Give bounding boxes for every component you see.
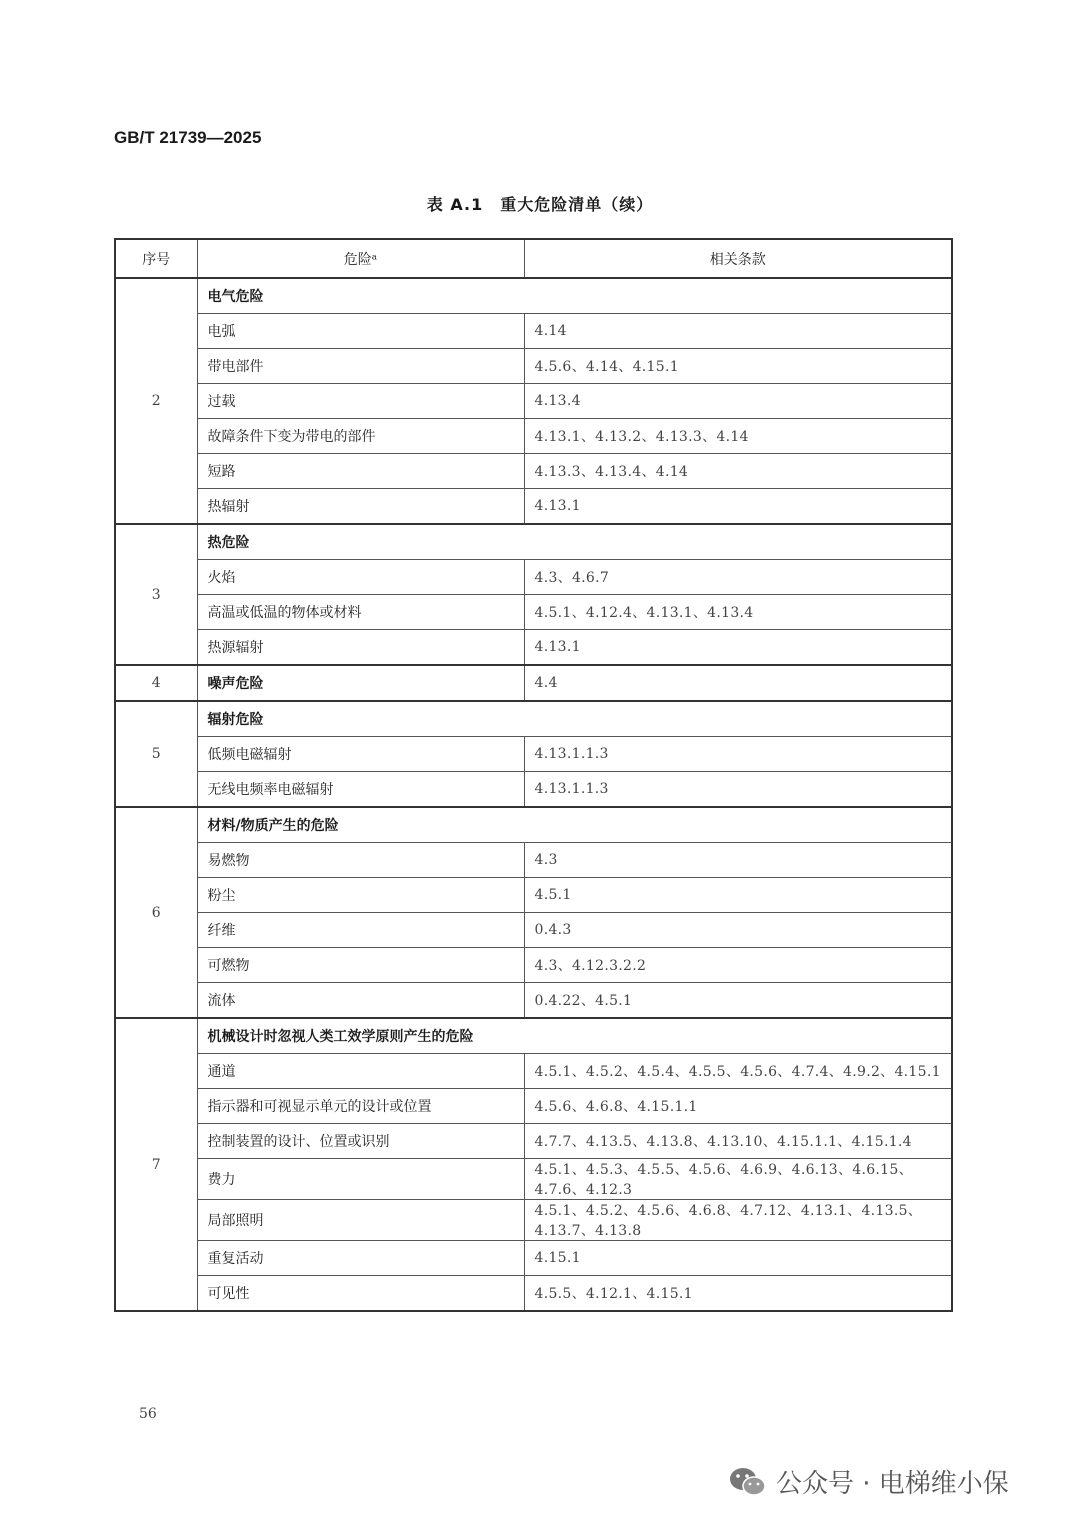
table-row bbox=[115, 489, 952, 525]
clause-cell: 4.13.1.1.3 bbox=[524, 737, 952, 772]
clause-cell: 4.13.1.1.3 bbox=[524, 772, 952, 808]
table-title: 表 A.1 重大危险清单（续） bbox=[426, 195, 654, 214]
hazard-cell: 通道 bbox=[197, 1054, 524, 1089]
category-row bbox=[115, 1018, 952, 1054]
table-row bbox=[115, 948, 952, 983]
clause-cell: 4.7.7、4.13.5、4.13.8、4.13.10、4.15.1.1、4.15.1.4 bbox=[524, 1124, 952, 1159]
column-header-seq: 序号 bbox=[115, 239, 197, 278]
table-row bbox=[115, 419, 952, 454]
clause-cell: 4.13.4 bbox=[524, 384, 952, 419]
table-body bbox=[115, 278, 952, 1311]
table-row bbox=[115, 560, 952, 595]
clause-cell: 4.3 bbox=[524, 843, 952, 878]
hazard-cell: 故障条件下变为带电的部件 bbox=[197, 419, 524, 454]
clause-cell: 4.13.1 bbox=[524, 630, 952, 666]
watermark bbox=[728, 1463, 1009, 1500]
hazard-cell: 过载 bbox=[197, 384, 524, 419]
hazard-cell: 短路 bbox=[197, 454, 524, 489]
watermark-text: 公众号 · 电梯维小保 bbox=[776, 1469, 1009, 1499]
seq-cell: 5 bbox=[115, 701, 197, 807]
hazard-cell: 火焰 bbox=[197, 560, 524, 595]
clause-cell: 4.5.1、4.5.2、4.5.6、4.6.8、4.7.12、4.13.1、4.13.5、4.13.7、4.13.8 bbox=[524, 1200, 952, 1241]
category-cell: 材料/物质产生的危险 bbox=[197, 807, 952, 843]
hazard-cell: 易燃物 bbox=[197, 843, 524, 878]
category-cell: 噪声危险 bbox=[197, 665, 524, 701]
table-row bbox=[115, 595, 952, 630]
category-row bbox=[115, 807, 952, 843]
hazard-cell: 可燃物 bbox=[197, 948, 524, 983]
table-row bbox=[115, 1200, 952, 1241]
hazard-table bbox=[114, 238, 953, 1312]
hazard-cell: 高温或低温的物体或材料 bbox=[197, 595, 524, 630]
table-row bbox=[115, 1124, 952, 1159]
hazard-cell: 粉尘 bbox=[197, 878, 524, 913]
clause-cell: 4.13.1、4.13.2、4.13.3、4.14 bbox=[524, 419, 952, 454]
table-row bbox=[115, 1241, 952, 1276]
seq-cell: 7 bbox=[115, 1018, 197, 1311]
standard-code: GB/T 21739—2025 bbox=[114, 128, 262, 147]
category-row bbox=[115, 278, 952, 314]
table-row bbox=[115, 1054, 952, 1089]
clause-cell: 4.5.1、4.5.3、4.5.5、4.5.6、4.6.9、4.6.13、4.6.15、4.7.6、4.12.3 bbox=[524, 1159, 952, 1200]
table-row bbox=[115, 843, 952, 878]
hazard-cell: 电弧 bbox=[197, 314, 524, 349]
hazard-cell: 流体 bbox=[197, 983, 524, 1019]
clause-cell: 4.5.5、4.12.1、4.15.1 bbox=[524, 1276, 952, 1312]
table-row bbox=[115, 913, 952, 948]
table-header-row bbox=[115, 239, 952, 278]
clause-cell: 4.5.1、4.5.2、4.5.4、4.5.5、4.5.6、4.7.4、4.9.2、4.15.1 bbox=[524, 1054, 952, 1089]
table-row bbox=[115, 983, 952, 1019]
category-cell: 辐射危险 bbox=[197, 701, 952, 737]
clause-cell: 4.13.3、4.13.4、4.14 bbox=[524, 454, 952, 489]
clause-cell: 4.3、4.6.7 bbox=[524, 560, 952, 595]
seq-cell: 4 bbox=[115, 665, 197, 701]
category-row bbox=[115, 524, 952, 560]
hazard-cell: 可见性 bbox=[197, 1276, 524, 1312]
category-cell: 电气危险 bbox=[197, 278, 952, 314]
category-row bbox=[115, 665, 952, 701]
table-row bbox=[115, 737, 952, 772]
hazard-cell: 纤维 bbox=[197, 913, 524, 948]
page-number: 56 bbox=[139, 1406, 157, 1422]
clause-cell: 4.5.1 bbox=[524, 878, 952, 913]
hazard-cell: 指示器和可视显示单元的设计或位置 bbox=[197, 1089, 524, 1124]
clause-cell: 4.15.1 bbox=[524, 1241, 952, 1276]
clause-cell: 4.4 bbox=[524, 665, 952, 701]
hazard-cell: 热源辐射 bbox=[197, 630, 524, 666]
clause-cell: 4.5.1、4.12.4、4.13.1、4.13.4 bbox=[524, 595, 952, 630]
category-row bbox=[115, 701, 952, 737]
clause-cell: 4.5.6、4.14、4.15.1 bbox=[524, 349, 952, 384]
table-row bbox=[115, 1159, 952, 1200]
hazard-cell: 带电部件 bbox=[197, 349, 524, 384]
seq-cell: 3 bbox=[115, 524, 197, 665]
category-cell: 热危险 bbox=[197, 524, 952, 560]
table-row bbox=[115, 772, 952, 808]
table-row bbox=[115, 1276, 952, 1312]
seq-cell: 2 bbox=[115, 278, 197, 524]
clause-cell: 4.13.1 bbox=[524, 489, 952, 525]
clause-cell: 4.3、4.12.3.2.2 bbox=[524, 948, 952, 983]
hazard-cell: 低频电磁辐射 bbox=[197, 737, 524, 772]
column-header-clauses: 相关条款 bbox=[524, 239, 952, 278]
table-row bbox=[115, 878, 952, 913]
table-row bbox=[115, 384, 952, 419]
column-header-hazard: 危险ᵃ bbox=[197, 239, 524, 278]
hazard-cell: 局部照明 bbox=[197, 1200, 524, 1241]
clause-cell: 4.14 bbox=[524, 314, 952, 349]
clause-cell: 4.5.6、4.6.8、4.15.1.1 bbox=[524, 1089, 952, 1124]
clause-cell: 0.4.22、4.5.1 bbox=[524, 983, 952, 1019]
clause-cell: 0.4.3 bbox=[524, 913, 952, 948]
table-row bbox=[115, 349, 952, 384]
hazard-cell: 热辐射 bbox=[197, 489, 524, 525]
wechat-icon bbox=[728, 1465, 768, 1499]
table-row bbox=[115, 314, 952, 349]
table-row bbox=[115, 630, 952, 666]
hazard-cell: 重复活动 bbox=[197, 1241, 524, 1276]
table-row bbox=[115, 454, 952, 489]
hazard-cell: 控制装置的设计、位置或识别 bbox=[197, 1124, 524, 1159]
category-cell: 机械设计时忽视人类工效学原则产生的危险 bbox=[197, 1018, 952, 1054]
hazard-cell: 费力 bbox=[197, 1159, 524, 1200]
seq-cell: 6 bbox=[115, 807, 197, 1018]
hazard-cell: 无线电频率电磁辐射 bbox=[197, 772, 524, 808]
table-row bbox=[115, 1089, 952, 1124]
